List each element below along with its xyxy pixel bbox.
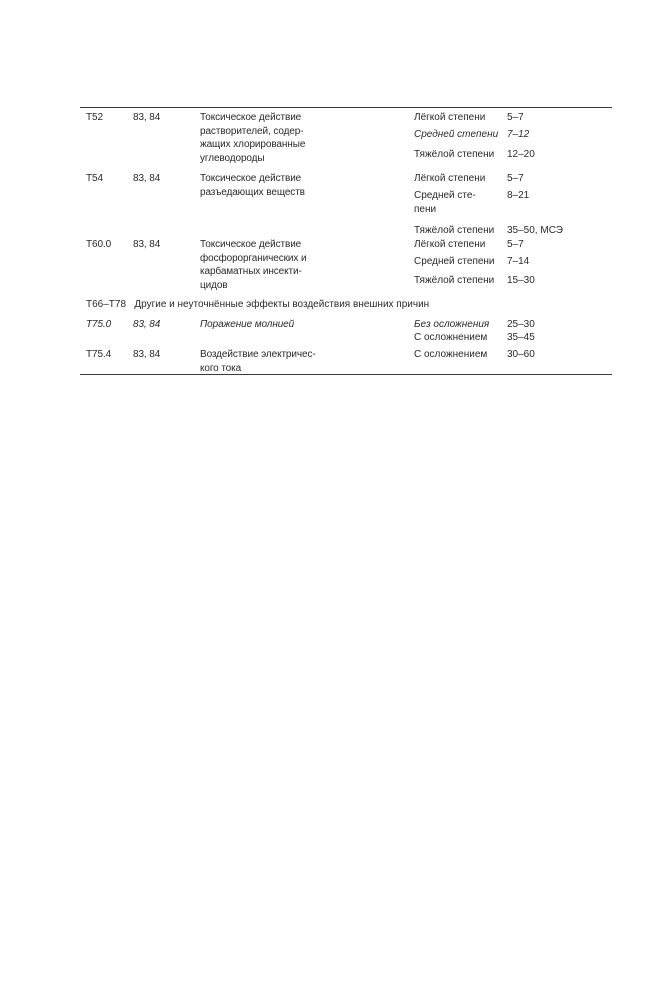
section-heading (86, 298, 429, 312)
severity-label: Без осложнения (414, 319, 490, 330)
description-cell (200, 111, 305, 165)
description-line: углеводороды (200, 152, 265, 164)
description-line: растворителей, содер- (200, 125, 304, 137)
severity-days: 5–7 (507, 112, 524, 123)
description-line: Воздействие электричес- (200, 349, 316, 360)
severity-label: С осложнением (414, 349, 488, 360)
article-cell: 83, 84 (133, 349, 161, 360)
description-line: Токсическое действие (200, 112, 302, 123)
severity-days: 12–20 (507, 149, 535, 160)
severity-label: Тяжёлой степени (414, 275, 495, 286)
code-cell: T75.4 (86, 349, 112, 360)
description-cell (200, 348, 316, 375)
article-cell: 83, 84 (133, 239, 161, 250)
article-cell: 83, 84 (133, 319, 161, 330)
severity-label: Средней сте- пени (414, 190, 476, 215)
article-cell: 83, 84 (133, 173, 161, 184)
severity-days: 8–21 (507, 190, 530, 201)
severity-days: 5–7 (507, 173, 524, 184)
description-line: кого тока (200, 362, 242, 374)
code-cell: T54 (86, 173, 103, 184)
description-cell (200, 238, 306, 292)
description-line: карбаматных инсекти- (200, 266, 302, 277)
description-line: цидов (200, 279, 228, 291)
description-line: Поражение молнией (200, 319, 295, 330)
code-cell: T52 (86, 112, 103, 123)
severity-days: 35–45 (507, 332, 535, 343)
severity-label: Лёгкой степени (414, 112, 486, 123)
description-cell (200, 172, 305, 199)
description-line: Токсическое действие (200, 239, 302, 250)
description-line: жащих хлорированные (200, 139, 306, 150)
severity-days: 25–30 (507, 319, 535, 330)
severity-days: 7–12 (507, 129, 530, 140)
severity-label: Лёгкой степени (414, 173, 486, 184)
section-code: T66–T78 (86, 299, 127, 310)
section-title: Другие и неуточнённые эффекты воздействия внешних причин (134, 299, 430, 310)
severity-label: Лёгкой степени (414, 239, 486, 250)
severity-days: 7–14 (507, 256, 530, 267)
description-line: Токсическое действие (200, 173, 302, 184)
description-line: фосфорорганических и (200, 252, 307, 264)
code-cell: T60.0 (86, 239, 112, 250)
severity-days: 5–7 (507, 239, 524, 250)
description-cell (200, 318, 294, 332)
table-top-rule (80, 107, 612, 108)
severity-days: 35–50, МСЭ (507, 225, 563, 236)
table-bottom-rule (80, 374, 612, 375)
description-line: разъедающих веществ (200, 186, 305, 198)
article-cell: 83, 84 (133, 112, 161, 123)
severity-label: Тяжёлой степени (414, 149, 495, 160)
severity-label: Средней степени (414, 256, 495, 267)
severity-days: 15–30 (507, 275, 535, 286)
severity-label: С осложнением (414, 332, 488, 343)
severity-days: 30–60 (507, 349, 535, 360)
severity-label: Тяжёлой степени (414, 225, 495, 236)
code-cell: T75.0 (86, 319, 112, 330)
severity-label: Средней степени (414, 129, 499, 140)
